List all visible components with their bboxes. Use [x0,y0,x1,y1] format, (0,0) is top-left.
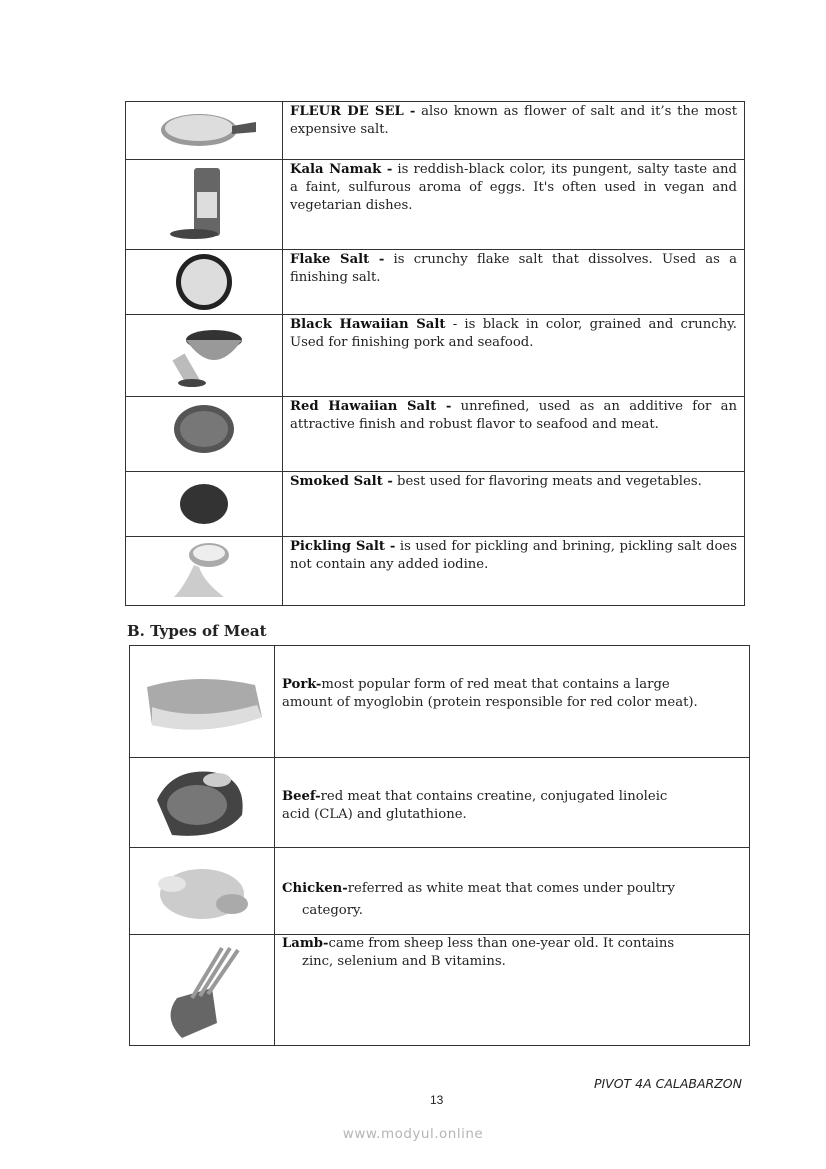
meat-desc-line2: amount of myoglobin (protein responsible for red color meat). [282,695,698,710]
meat-desc-line2: zinc, selenium and B vitamins. [302,954,506,969]
smoked-salt-pile-image [126,472,283,537]
meat-description [275,758,750,848]
meat-row [130,935,750,1046]
salt-description [283,102,745,160]
meat-name: Lamb- [282,936,329,951]
meat-row [130,646,750,758]
salt-name: Pickling Salt - [290,539,396,554]
meat-desc-line1: red meat that contains creatine, conjugated linoleic [320,789,668,804]
meat-desc-line1: most popular form of red meat that contains a large [321,677,670,692]
meat-description [275,935,750,1046]
chicken-image [130,848,275,935]
salt-description [283,315,745,397]
meat-row [130,848,750,935]
footer-label: PIVOT 4A CALABARZON [593,1076,742,1091]
meat-name: Pork- [282,677,322,692]
salt-desc-text: best used for flavoring meats and vegetables. [392,474,702,489]
salt-description [283,537,745,606]
section-heading-types-of-meat: B. Types of Meat [127,622,267,640]
meat-desc-line1: came from sheep less than one-year old. It contains [328,936,675,951]
salt-bowl-image [126,250,283,315]
meat-description [275,848,750,935]
salt-description [283,397,745,472]
salt-types-table [125,101,745,606]
salt-name: Black Hawaiian Salt [290,317,446,332]
salt-description [283,160,745,250]
meat-description [275,646,750,758]
page-number: 13 [430,1093,444,1107]
watermark: www.modyul.online [342,1126,484,1142]
salt-row [126,102,745,160]
salt-description [283,472,745,537]
salt-row [126,537,745,606]
salt-desc-text: is reddish-black color, its pungent, salty taste and a faint, sulfurous aroma of eggs. It's often used in vegan and vegetarian dishes. [290,162,737,213]
salt-row [126,160,745,250]
salt-spoon-image [126,102,283,160]
salt-desc-text: is crunchy flake salt that dissolves. Used as a finishing salt. [290,252,737,285]
meat-row [130,758,750,848]
salt-desc-text: - is black in color, grained and crunchy. Used for finishing pork and seafood. [290,317,737,350]
beef-image [130,758,275,848]
red-salt-pile-image [126,397,283,472]
black-salt-bowl-image [126,315,283,397]
salt-description [283,250,745,315]
salt-row [126,250,745,315]
meat-desc-line2: category. [302,903,363,918]
salt-jar-image [126,160,283,250]
pickling-salt-image [126,537,283,606]
salt-row [126,397,745,472]
meat-types-table [129,645,750,1046]
salt-name: Red Hawaiian Salt - [290,399,452,414]
meat-name: Beef- [282,789,321,804]
salt-desc-text: unrefined, used as an additive for an attractive finish and robust flavor to seafood and meat. [290,399,738,432]
meat-desc-line2: acid (CLA) and glutathione. [282,807,467,822]
salt-name: Flake Salt - [290,252,385,267]
salt-row [126,472,745,537]
salt-desc-text: is used for pickling and brining, pickling salt does not contain any added iodine. [290,539,738,572]
salt-name: Smoked Salt - [290,474,393,489]
lamb-image [130,935,275,1046]
salt-name: FLEUR DE SEL - [290,104,416,119]
meat-name: Chicken- [282,881,348,896]
salt-desc-text: also known as flower of salt and it’s the most expensive salt. [290,104,737,137]
salt-row [126,315,745,397]
meat-desc-line1: referred as white meat that comes under poultry [347,881,675,896]
pork-image [130,646,275,758]
salt-name: Kala Namak - [290,162,393,177]
